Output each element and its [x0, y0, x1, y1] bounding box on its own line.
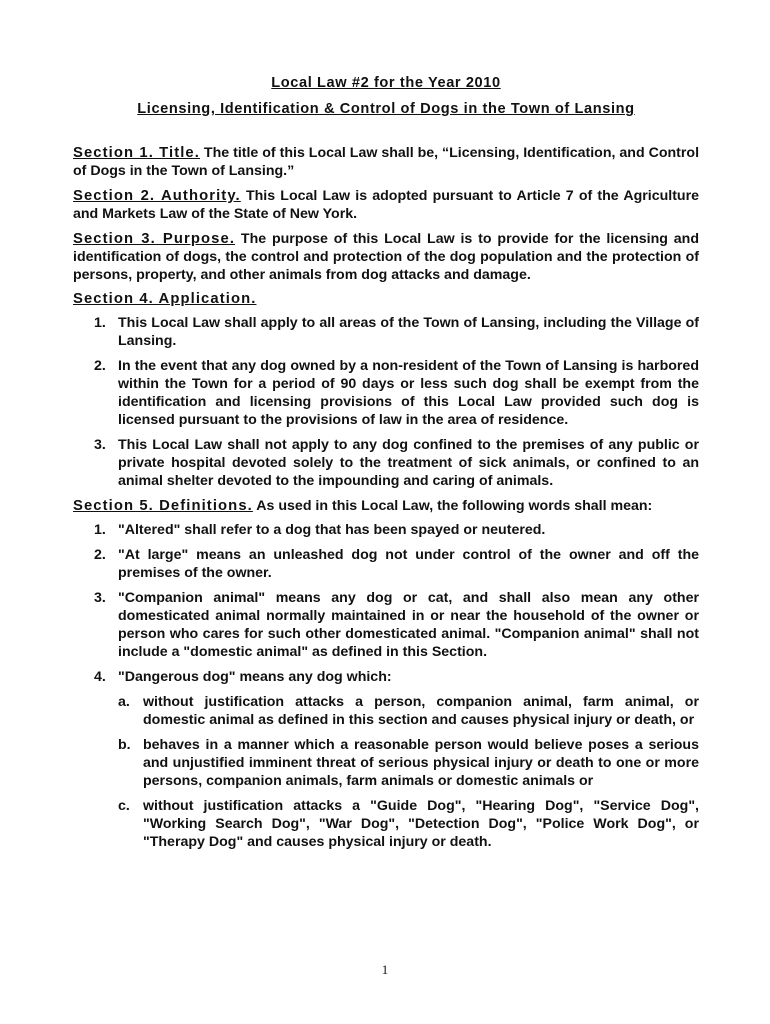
section-2	[73, 187, 699, 223]
list-item	[73, 546, 699, 582]
sub-list-item-letter: a.	[118, 694, 130, 710]
section-5-text: As used in this Local Law, the following words shall mean:	[252, 498, 653, 514]
section-5-list	[73, 521, 699, 851]
list-item-number: 2.	[94, 358, 106, 374]
sub-list-item	[73, 797, 699, 851]
list-item	[73, 314, 699, 350]
list-item-text: "Dangerous dog" means any dog which:	[118, 669, 392, 685]
section-4	[73, 290, 699, 308]
list-item-number: 4.	[94, 669, 106, 685]
list-item	[73, 436, 699, 490]
list-item	[73, 589, 699, 661]
section-2-text: This Local Law is adopted pursuant to Article 7 of the Agriculture and Markets Law of the State of New York.	[73, 188, 699, 222]
document-page	[73, 70, 699, 851]
list-item-number: 1.	[94, 315, 106, 331]
sub-list-item	[73, 736, 699, 790]
list-item	[73, 357, 699, 429]
section-3-text: The purpose of this Local Law is to provide for the licensing and identification of dogs, the control and protection of the dog population and the protection of persons, property, and other animals from dog attacks and damage.	[73, 231, 699, 283]
list-item-number: 3.	[94, 437, 106, 453]
sub-list-item-letter: c.	[118, 798, 130, 814]
section-5-heading: Section 5. Definitions.	[73, 498, 253, 514]
sub-list-item	[73, 693, 699, 729]
section-1-heading: Section 1. Title.	[73, 145, 200, 161]
section-1	[73, 144, 699, 180]
list-item-text: This Local Law shall not apply to any dog confined to the premises of any public or private hospital devoted solely to the treatment of sick animals, or confined to an animal shelter devoted to the impounding and caring of animals.	[118, 437, 699, 489]
section-5	[73, 497, 699, 515]
section-4-heading: Section 4. Application.	[73, 291, 257, 307]
list-item-number: 3.	[94, 590, 106, 606]
list-item-text: In the event that any dog owned by a non-resident of the Town of Lansing is harbored within the Town for a period of 90 days or less such dog shall be exempt from the identification and licensing provisions of this Local Law provided such dog is licensed pursuant to the provisions of law in the area of residence.	[118, 358, 699, 428]
sub-list-item-text: without justification attacks a "Guide Dog", "Hearing Dog", "Service Dog", "Working Search Dog", "War Dog", "Detection Dog", "Police Work Dog", or "Therapy Dog" and causes physical injury or death.	[143, 798, 699, 850]
section-4-list	[73, 314, 699, 490]
list-item-text: This Local Law shall apply to all areas of the Town of Lansing, including the Village of Lansing.	[118, 315, 699, 349]
document-title: Local Law #2 for the Year 2010	[271, 75, 501, 91]
list-item	[73, 668, 699, 686]
list-item-text: "At large" means an unleashed dog not under control of the owner and off the premises of the owner.	[118, 547, 699, 581]
document-subtitle: Licensing, Identification & Control of Dogs in the Town of Lansing	[137, 101, 635, 117]
sub-list-item-text: behaves in a manner which a reasonable person would believe poses a serious and unjustified imminent threat of serious physical injury or death to one or more persons, companion animals, farm animals or domestic animals or	[143, 737, 699, 789]
section-3-heading: Section 3. Purpose.	[73, 231, 236, 247]
page-number: 1	[381, 962, 389, 977]
list-item-number: 1.	[94, 522, 106, 538]
list-item-text: "Altered" shall refer to a dog that has been spayed or neutered.	[118, 522, 546, 538]
section-3	[73, 230, 699, 284]
list-item	[73, 521, 699, 539]
list-item-text: "Companion animal" means any dog or cat, and shall also mean any other domesticated animal normally maintained in or near the household of the owner or person who cares for such other domesticated animal. "Companion animal" shall not include a "domestic animal" as defined in this Section.	[118, 590, 699, 660]
sub-list-item-letter: b.	[118, 737, 131, 753]
sub-list-item-text: without justification attacks a person, companion animal, farm animal, or domestic animal as defined in this section and causes physical injury or death, or	[143, 694, 699, 728]
list-item-number: 2.	[94, 547, 106, 563]
section-1-text: The title of this Local Law shall be, “Licensing, Identification, and Control of Dogs in the Town of Lansing.”	[73, 145, 700, 179]
section-2-heading: Section 2. Authority.	[73, 188, 241, 204]
